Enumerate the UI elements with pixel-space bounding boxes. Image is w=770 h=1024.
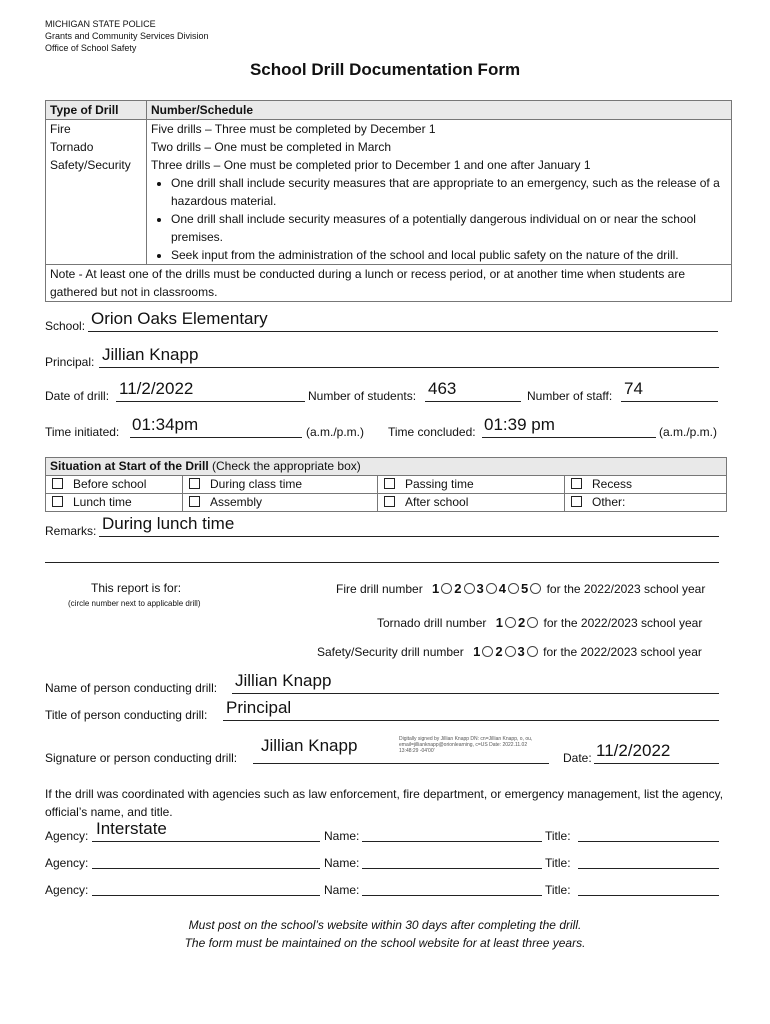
safety-number-2: 2 bbox=[495, 644, 503, 659]
principal-field[interactable] bbox=[99, 345, 719, 368]
report-for-label: This report is for: bbox=[91, 581, 182, 595]
checkbox[interactable] bbox=[52, 478, 63, 489]
circle-icon[interactable] bbox=[486, 583, 497, 594]
students-field[interactable] bbox=[425, 379, 521, 402]
circle-icon[interactable] bbox=[527, 646, 538, 657]
option-label: Assembly bbox=[210, 495, 263, 509]
date-label: Date of drill: bbox=[45, 389, 110, 403]
staff-label: Number of staff: bbox=[527, 389, 613, 403]
safety-number-3: 3 bbox=[517, 644, 525, 659]
table-row bbox=[46, 138, 732, 156]
tornado-schedule: Two drills – One must be completed in March bbox=[147, 138, 732, 156]
circle-icon[interactable] bbox=[508, 583, 519, 594]
safety-drill-label: Safety/Security drill number bbox=[317, 645, 464, 659]
agency-value-1: Interstate bbox=[96, 819, 167, 838]
safety-drill-suffix: for the 2022/2023 school year bbox=[543, 645, 702, 659]
checkbox[interactable] bbox=[384, 478, 395, 489]
fire-drill-numbers[interactable] bbox=[432, 582, 547, 596]
circle-icon[interactable] bbox=[505, 646, 516, 657]
staff-field[interactable] bbox=[621, 379, 718, 402]
division-name: Grants and Community Services Division bbox=[45, 31, 209, 41]
fire-number-5: 5 bbox=[520, 581, 529, 596]
table-row bbox=[46, 156, 732, 265]
tornado-drill-label: Tornado drill number bbox=[377, 616, 487, 630]
page-title: School Drill Documentation Form bbox=[249, 60, 521, 79]
option-label: Other: bbox=[592, 495, 626, 509]
table-row bbox=[46, 120, 732, 139]
option-label: Recess bbox=[592, 477, 633, 491]
col-header-schedule: Number/Schedule bbox=[147, 101, 732, 120]
situation-header-note: (Check the appropriate box) bbox=[212, 459, 361, 473]
option-lunch-time[interactable] bbox=[46, 494, 183, 512]
official-name-field-2[interactable] bbox=[362, 854, 542, 869]
circle-icon[interactable] bbox=[530, 583, 541, 594]
remarks-field-line-2[interactable] bbox=[45, 552, 719, 563]
option-label: After school bbox=[405, 495, 469, 509]
agency-field-1[interactable] bbox=[92, 819, 320, 842]
fire-number-4: 4 bbox=[498, 581, 506, 596]
person-title-label: Title of person conducting drill: bbox=[45, 708, 208, 722]
official-name-label-3: Name: bbox=[324, 883, 360, 897]
fire-number-3: 3 bbox=[476, 581, 484, 596]
option-recess[interactable] bbox=[565, 476, 727, 494]
safety-schedule-text: Three drills – One must be completed prior to December 1 and one after January 1 bbox=[151, 158, 591, 172]
safety-type: Safety/Security bbox=[46, 156, 147, 265]
agency-field-3[interactable] bbox=[92, 881, 320, 896]
date-field[interactable] bbox=[116, 379, 305, 402]
checkbox[interactable] bbox=[571, 496, 582, 507]
agency-field-2[interactable] bbox=[92, 854, 320, 869]
official-title-field-3[interactable] bbox=[578, 881, 719, 896]
safety-drill-row bbox=[317, 644, 702, 659]
checkbox[interactable] bbox=[384, 496, 395, 507]
person-name-field[interactable] bbox=[232, 671, 719, 694]
option-other[interactable] bbox=[565, 494, 727, 512]
safety-bullets bbox=[151, 174, 727, 264]
staff-value: 74 bbox=[624, 379, 643, 398]
fire-drill-suffix: for the 2022/2023 school year bbox=[546, 582, 706, 596]
school-label: School: bbox=[45, 319, 86, 333]
students-label: Number of students: bbox=[308, 389, 417, 403]
students-value: 463 bbox=[428, 379, 457, 398]
situation-header-bold: Situation at Start of the Drill bbox=[50, 459, 209, 473]
tornado-number-2: 2 bbox=[517, 615, 526, 630]
fire-number-1: 1 bbox=[432, 581, 440, 596]
official-name-label-1: Name: bbox=[324, 829, 360, 843]
fire-type: Fire bbox=[46, 120, 147, 139]
ampm-label-2: (a.m./p.m.) bbox=[659, 425, 718, 439]
official-name-label-2: Name: bbox=[324, 856, 360, 870]
official-title-field-1[interactable] bbox=[578, 827, 719, 842]
agency-header bbox=[45, 18, 209, 54]
time-initiated-label: Time initiated: bbox=[45, 425, 120, 439]
tornado-drill-row bbox=[377, 615, 702, 630]
official-name-field-3[interactable] bbox=[362, 881, 542, 896]
circle-icon[interactable] bbox=[482, 646, 493, 657]
agency-label-1: Agency: bbox=[45, 829, 89, 843]
col-header-type: Type of Drill bbox=[46, 101, 147, 120]
fire-schedule: Five drills – Three must be completed by December 1 bbox=[147, 120, 732, 139]
checkbox[interactable] bbox=[52, 496, 63, 507]
school-field[interactable] bbox=[88, 309, 718, 332]
official-title-label-3: Title: bbox=[545, 883, 571, 897]
remarks-label: Remarks: bbox=[45, 524, 97, 538]
office-name: Office of School Safety bbox=[45, 43, 137, 53]
footer-line-1: Must post on the school’s website within 30 days after completing the drill. bbox=[188, 918, 582, 932]
remarks-value: During lunch time bbox=[102, 514, 235, 533]
remarks-field[interactable] bbox=[99, 514, 719, 537]
fire-drill-label: Fire drill number bbox=[336, 582, 423, 596]
fire-drill-row bbox=[336, 581, 705, 596]
official-name-field-1[interactable] bbox=[362, 827, 542, 842]
list-item: • One drill shall include security measures of a potentially dangerous individual on or near the school premises. bbox=[171, 210, 727, 246]
official-title-label-2: Title: bbox=[545, 856, 571, 870]
option-label: Passing time bbox=[405, 477, 474, 491]
checkbox[interactable] bbox=[189, 478, 200, 489]
checkbox[interactable] bbox=[189, 496, 200, 507]
circle-icon[interactable] bbox=[464, 583, 475, 594]
signature-field[interactable] bbox=[253, 736, 549, 764]
time-concluded-label: Time concluded: bbox=[388, 425, 476, 439]
circle-note: (circle number next to applicable drill) bbox=[68, 599, 201, 608]
option-label: Lunch time bbox=[73, 495, 132, 509]
principal-value: Jillian Knapp bbox=[102, 345, 199, 364]
digital-signature-certificate: Digitally signed by Jillian Knapp DN: cn=Jillian Knapp, o, ou, email=jillianknapp@orionlearning, c=US Date: 2022.11.02 13:48:29 -04'00' bbox=[399, 736, 533, 754]
signature-date-value: 11/2/2022 bbox=[596, 741, 671, 760]
school-value: Orion Oaks Elementary bbox=[91, 309, 268, 328]
drill-requirements-table bbox=[45, 100, 732, 302]
signature-date-field[interactable] bbox=[594, 741, 719, 764]
fire-number-2: 2 bbox=[454, 581, 462, 596]
official-title-label-1: Title: bbox=[545, 829, 571, 843]
signature-date-label: Date: bbox=[563, 751, 592, 765]
time-initiated-field[interactable] bbox=[130, 415, 302, 438]
agencies-intro: If the drill was coordinated with agencies such as law enforcement, fire department, or emergency management, list the agency, official’s name, and title. bbox=[45, 787, 724, 819]
safety-drill-numbers[interactable] bbox=[473, 645, 543, 659]
table-row bbox=[46, 494, 727, 512]
tornado-drill-suffix: for the 2022/2023 school year bbox=[543, 616, 703, 630]
table-row bbox=[46, 265, 732, 302]
option-label: During class time bbox=[210, 477, 303, 491]
list-item: • Seek input from the administration of the school and local public safety on the nature of the drill. bbox=[171, 246, 727, 264]
person-title-field[interactable] bbox=[223, 698, 719, 721]
drill-note: Note - At least one of the drills must be conducted during a lunch or recess period, or at another time when students are gathered but not in classrooms. bbox=[46, 265, 732, 302]
ampm-label-1: (a.m./p.m.) bbox=[306, 425, 365, 439]
person-name-value: Jillian Knapp bbox=[235, 671, 332, 690]
option-before-school[interactable] bbox=[46, 476, 183, 494]
date-value: 11/2/2022 bbox=[119, 379, 194, 398]
circle-icon[interactable] bbox=[441, 583, 452, 594]
option-assembly[interactable] bbox=[183, 494, 378, 512]
tornado-number-1: 1 bbox=[495, 615, 503, 630]
table-row bbox=[46, 476, 727, 494]
signature-value: Jillian Knapp bbox=[261, 736, 358, 755]
signature-label: Signature or person conducting drill: bbox=[45, 751, 238, 765]
option-passing-time[interactable] bbox=[378, 476, 565, 494]
option-label: Before school bbox=[73, 477, 147, 491]
time-concluded-field[interactable] bbox=[482, 415, 656, 438]
agency-name: MICHIGAN STATE POLICE bbox=[45, 19, 156, 29]
list-item: • One drill shall include security measures that are appropriate to an emergency, such as the release of a hazardous material. bbox=[171, 174, 727, 210]
option-during-class[interactable] bbox=[183, 476, 378, 494]
situation-table bbox=[45, 457, 727, 512]
circle-icon[interactable] bbox=[527, 617, 538, 628]
circle-icon[interactable] bbox=[505, 617, 516, 628]
tornado-type: Tornado bbox=[46, 138, 147, 156]
safety-schedule bbox=[147, 156, 732, 265]
time-initiated-value: 01:34pm bbox=[132, 415, 199, 434]
safety-number-1: 1 bbox=[473, 644, 481, 659]
situation-header bbox=[46, 458, 727, 476]
tornado-drill-numbers[interactable] bbox=[496, 616, 544, 630]
time-concluded-value: 01:39 pm bbox=[484, 415, 555, 434]
person-name-label: Name of person conducting drill: bbox=[45, 681, 218, 695]
official-title-field-2[interactable] bbox=[578, 854, 719, 869]
agency-label-3: Agency: bbox=[45, 883, 89, 897]
option-after-school[interactable] bbox=[378, 494, 565, 512]
footer-line-2: The form must be maintained on the school website for at least three years. bbox=[184, 936, 586, 950]
person-title-value: Principal bbox=[226, 698, 292, 717]
agency-label-2: Agency: bbox=[45, 856, 89, 870]
checkbox[interactable] bbox=[571, 478, 582, 489]
principal-label: Principal: bbox=[45, 355, 95, 369]
